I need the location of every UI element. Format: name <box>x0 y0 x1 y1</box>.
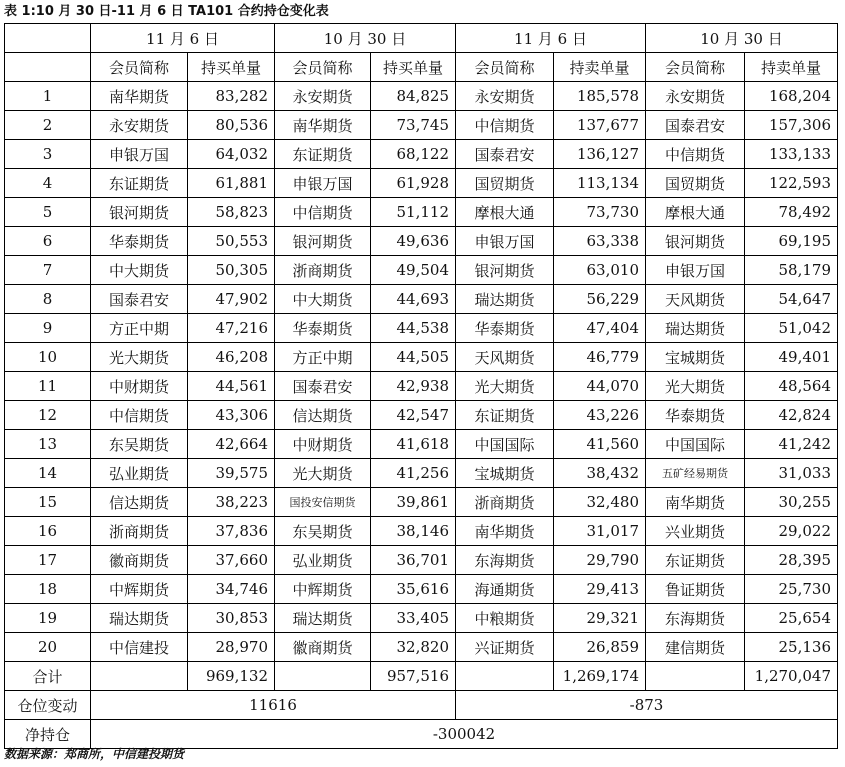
sell-oct-volume: 41,242 <box>745 430 838 459</box>
member-header: 会员简称 <box>91 53 188 82</box>
empty-cell <box>646 662 745 691</box>
buy-header: 持买单量 <box>188 53 275 82</box>
position-change-row <box>5 691 838 720</box>
table-row <box>5 111 838 140</box>
table-row <box>5 459 838 488</box>
buy-nov-volume: 37,660 <box>188 546 275 575</box>
sell-oct-volume: 54,647 <box>745 285 838 314</box>
buy-oct-member: 国投安信期货 <box>275 488 371 517</box>
buy-oct-member: 中大期货 <box>275 285 371 314</box>
position-change-label: 仓位变动 <box>5 691 91 720</box>
buy-nov-member: 申银万国 <box>91 140 188 169</box>
sell-nov-volume: 63,010 <box>554 256 646 285</box>
rank-cell: 13 <box>5 430 91 459</box>
sell-oct-volume: 25,136 <box>745 633 838 662</box>
rank-cell: 20 <box>5 633 91 662</box>
sell-nov-volume: 32,480 <box>554 488 646 517</box>
buy-oct-member: 信达期货 <box>275 401 371 430</box>
buy-nov-member: 光大期货 <box>91 343 188 372</box>
rank-cell: 10 <box>5 343 91 372</box>
buy-nov-member: 浙商期货 <box>91 517 188 546</box>
sell-nov-member: 天风期货 <box>456 343 554 372</box>
table-row <box>5 517 838 546</box>
sell-nov-member: 光大期货 <box>456 372 554 401</box>
buy-oct-member: 瑞达期货 <box>275 604 371 633</box>
member-header: 会员简称 <box>275 53 371 82</box>
ranking-rows <box>5 82 838 662</box>
buy-nov-volume: 28,970 <box>188 633 275 662</box>
total-buy-nov: 969,132 <box>188 662 275 691</box>
sell-nov-volume: 137,677 <box>554 111 646 140</box>
sell-nov-member: 宝城期货 <box>456 459 554 488</box>
sell-oct-member: 南华期货 <box>646 488 745 517</box>
rank-cell: 18 <box>5 575 91 604</box>
buy-nov-volume: 30,853 <box>188 604 275 633</box>
sell-nov-volume: 26,859 <box>554 633 646 662</box>
buy-nov-volume: 43,306 <box>188 401 275 430</box>
rank-cell: 7 <box>5 256 91 285</box>
buy-oct-volume: 44,505 <box>371 343 456 372</box>
total-sell-oct: 1,270,047 <box>745 662 838 691</box>
sell-oct-volume: 30,255 <box>745 488 838 517</box>
buy-oct-volume: 39,861 <box>371 488 456 517</box>
empty-cell <box>456 662 554 691</box>
buy-oct-member: 南华期货 <box>275 111 371 140</box>
buy-nov-volume: 37,836 <box>188 517 275 546</box>
buy-oct-volume: 41,256 <box>371 459 456 488</box>
buy-nov-volume: 47,216 <box>188 314 275 343</box>
table-row <box>5 546 838 575</box>
buy-nov-member: 中辉期货 <box>91 575 188 604</box>
rank-cell: 17 <box>5 546 91 575</box>
sell-oct-volume: 58,179 <box>745 256 838 285</box>
table-row <box>5 604 838 633</box>
sell-nov-volume: 43,226 <box>554 401 646 430</box>
table-row <box>5 198 838 227</box>
table-row <box>5 140 838 169</box>
buy-nov-volume: 50,305 <box>188 256 275 285</box>
sell-nov-volume: 185,578 <box>554 82 646 111</box>
buy-oct-volume: 35,616 <box>371 575 456 604</box>
data-source-note: 数据来源：郑商所，中信建投期货 <box>4 747 185 761</box>
sell-nov-member: 国贸期货 <box>456 169 554 198</box>
buy-nov-volume: 34,746 <box>188 575 275 604</box>
buy-nov-member: 东证期货 <box>91 169 188 198</box>
sell-oct-volume: 29,022 <box>745 517 838 546</box>
sell-oct-member: 中国国际 <box>646 430 745 459</box>
buy-nov-member: 中财期货 <box>91 372 188 401</box>
rank-cell: 9 <box>5 314 91 343</box>
sell-oct-member: 天风期货 <box>646 285 745 314</box>
sell-oct-member: 东证期货 <box>646 546 745 575</box>
buy-position-change: 11616 <box>91 691 456 720</box>
table-row <box>5 633 838 662</box>
rank-cell: 14 <box>5 459 91 488</box>
table-row <box>5 256 838 285</box>
date-header-buy-nov: 11 月 6 日 <box>91 24 275 53</box>
sell-oct-volume: 168,204 <box>745 82 838 111</box>
sell-nov-member: 中国国际 <box>456 430 554 459</box>
corner-cell <box>5 24 91 53</box>
sell-oct-volume: 133,133 <box>745 140 838 169</box>
total-sell-nov: 1,269,174 <box>554 662 646 691</box>
net-position-value: -300042 <box>91 720 838 749</box>
buy-oct-member: 中信期货 <box>275 198 371 227</box>
buy-nov-member: 中大期货 <box>91 256 188 285</box>
sell-oct-member: 华泰期货 <box>646 401 745 430</box>
member-header: 会员简称 <box>646 53 745 82</box>
sell-nov-volume: 29,413 <box>554 575 646 604</box>
date-header-sell-oct: 10 月 30 日 <box>646 24 838 53</box>
sell-nov-member: 申银万国 <box>456 227 554 256</box>
buy-oct-member: 方正中期 <box>275 343 371 372</box>
table-row <box>5 169 838 198</box>
sell-oct-member: 国泰君安 <box>646 111 745 140</box>
buy-nov-volume: 44,561 <box>188 372 275 401</box>
rank-cell: 19 <box>5 604 91 633</box>
buy-oct-member: 浙商期货 <box>275 256 371 285</box>
buy-nov-volume: 38,223 <box>188 488 275 517</box>
buy-nov-member: 中信期货 <box>91 401 188 430</box>
sell-nov-member: 华泰期货 <box>456 314 554 343</box>
buy-oct-volume: 41,618 <box>371 430 456 459</box>
table-row <box>5 575 838 604</box>
buy-oct-volume: 49,504 <box>371 256 456 285</box>
rank-cell: 16 <box>5 517 91 546</box>
buy-oct-volume: 84,825 <box>371 82 456 111</box>
buy-nov-volume: 83,282 <box>188 82 275 111</box>
total-buy-oct: 957,516 <box>371 662 456 691</box>
buy-oct-volume: 33,405 <box>371 604 456 633</box>
sell-oct-member: 永安期货 <box>646 82 745 111</box>
buy-nov-member: 信达期货 <box>91 488 188 517</box>
buy-oct-member: 中辉期货 <box>275 575 371 604</box>
date-header-sell-nov: 11 月 6 日 <box>456 24 646 53</box>
buy-nov-member: 华泰期货 <box>91 227 188 256</box>
sell-nov-member: 南华期货 <box>456 517 554 546</box>
buy-nov-volume: 46,208 <box>188 343 275 372</box>
buy-nov-volume: 39,575 <box>188 459 275 488</box>
sell-nov-member: 永安期货 <box>456 82 554 111</box>
sell-oct-member: 五矿经易期货 <box>646 459 745 488</box>
sell-oct-volume: 157,306 <box>745 111 838 140</box>
buy-nov-member: 东吴期货 <box>91 430 188 459</box>
buy-oct-member: 申银万国 <box>275 169 371 198</box>
sell-nov-volume: 38,432 <box>554 459 646 488</box>
sell-oct-volume: 51,042 <box>745 314 838 343</box>
table-row <box>5 285 838 314</box>
buy-oct-volume: 61,928 <box>371 169 456 198</box>
sell-oct-member: 光大期货 <box>646 372 745 401</box>
date-header-row <box>5 24 838 53</box>
totals-row <box>5 662 838 691</box>
sell-oct-member: 摩根大通 <box>646 198 745 227</box>
buy-oct-volume: 42,547 <box>371 401 456 430</box>
buy-oct-volume: 38,146 <box>371 517 456 546</box>
buy-oct-volume: 32,820 <box>371 633 456 662</box>
sell-nov-member: 兴证期货 <box>456 633 554 662</box>
buy-nov-volume: 80,536 <box>188 111 275 140</box>
buy-oct-member: 弘业期货 <box>275 546 371 575</box>
empty-cell <box>275 662 371 691</box>
sell-nov-volume: 31,017 <box>554 517 646 546</box>
sell-nov-volume: 136,127 <box>554 140 646 169</box>
sell-header: 持卖单量 <box>745 53 838 82</box>
table-row <box>5 401 838 430</box>
member-header: 会员简称 <box>456 53 554 82</box>
sell-nov-member: 瑞达期货 <box>456 285 554 314</box>
sell-oct-member: 东海期货 <box>646 604 745 633</box>
sell-oct-volume: 42,824 <box>745 401 838 430</box>
buy-oct-member: 国泰君安 <box>275 372 371 401</box>
table-row <box>5 314 838 343</box>
sell-position-change: -873 <box>456 691 838 720</box>
sell-nov-member: 中粮期货 <box>456 604 554 633</box>
net-position-label: 净持仓 <box>5 720 91 749</box>
table-row <box>5 488 838 517</box>
sell-oct-member: 瑞达期货 <box>646 314 745 343</box>
buy-oct-volume: 73,745 <box>371 111 456 140</box>
sell-oct-member: 中信期货 <box>646 140 745 169</box>
rank-cell: 6 <box>5 227 91 256</box>
buy-nov-member: 徽商期货 <box>91 546 188 575</box>
sell-nov-volume: 56,229 <box>554 285 646 314</box>
table-row <box>5 430 838 459</box>
sell-oct-member: 国贸期货 <box>646 169 745 198</box>
sell-nov-member: 浙商期货 <box>456 488 554 517</box>
sell-oct-member: 兴业期货 <box>646 517 745 546</box>
buy-oct-member: 东吴期货 <box>275 517 371 546</box>
sell-oct-volume: 25,730 <box>745 575 838 604</box>
buy-nov-member: 中信建投 <box>91 633 188 662</box>
sell-nov-member: 银河期货 <box>456 256 554 285</box>
table-caption: 表 1:10 月 30 日-11 月 6 日 TA101 合约持仓变化表 <box>4 4 329 19</box>
sell-nov-member: 东海期货 <box>456 546 554 575</box>
buy-nov-volume: 42,664 <box>188 430 275 459</box>
date-header-buy-oct: 10 月 30 日 <box>275 24 456 53</box>
rank-cell: 4 <box>5 169 91 198</box>
buy-nov-volume: 61,881 <box>188 169 275 198</box>
buy-nov-volume: 64,032 <box>188 140 275 169</box>
sell-oct-member: 申银万国 <box>646 256 745 285</box>
sell-oct-volume: 49,401 <box>745 343 838 372</box>
position-table <box>4 23 838 749</box>
table-row <box>5 82 838 111</box>
buy-nov-member: 国泰君安 <box>91 285 188 314</box>
buy-oct-member: 光大期货 <box>275 459 371 488</box>
buy-oct-member: 中财期货 <box>275 430 371 459</box>
sell-nov-volume: 41,560 <box>554 430 646 459</box>
sell-oct-member: 宝城期货 <box>646 343 745 372</box>
rank-cell: 1 <box>5 82 91 111</box>
rank-cell: 11 <box>5 372 91 401</box>
sell-nov-volume: 63,338 <box>554 227 646 256</box>
sell-oct-member: 鲁证期货 <box>646 575 745 604</box>
buy-nov-volume: 47,902 <box>188 285 275 314</box>
sell-oct-member: 建信期货 <box>646 633 745 662</box>
sell-nov-volume: 29,790 <box>554 546 646 575</box>
sell-nov-volume: 47,404 <box>554 314 646 343</box>
sell-nov-volume: 44,070 <box>554 372 646 401</box>
buy-nov-member: 永安期货 <box>91 111 188 140</box>
buy-oct-member: 银河期货 <box>275 227 371 256</box>
buy-nov-member: 瑞达期货 <box>91 604 188 633</box>
buy-oct-volume: 36,701 <box>371 546 456 575</box>
buy-header: 持买单量 <box>371 53 456 82</box>
sell-nov-member: 摩根大通 <box>456 198 554 227</box>
sell-nov-member: 东证期货 <box>456 401 554 430</box>
buy-oct-volume: 44,693 <box>371 285 456 314</box>
buy-nov-volume: 50,553 <box>188 227 275 256</box>
table-row <box>5 372 838 401</box>
buy-nov-member: 方正中期 <box>91 314 188 343</box>
sell-oct-volume: 78,492 <box>745 198 838 227</box>
column-header-row <box>5 53 838 82</box>
buy-nov-member: 银河期货 <box>91 198 188 227</box>
rank-cell: 3 <box>5 140 91 169</box>
buy-oct-member: 永安期货 <box>275 82 371 111</box>
buy-nov-member: 南华期货 <box>91 82 188 111</box>
buy-oct-volume: 44,538 <box>371 314 456 343</box>
sell-oct-volume: 25,654 <box>745 604 838 633</box>
rank-cell: 12 <box>5 401 91 430</box>
totals-label: 合计 <box>5 662 91 691</box>
buy-nov-volume: 58,823 <box>188 198 275 227</box>
buy-oct-volume: 51,112 <box>371 198 456 227</box>
corner-cell <box>5 53 91 82</box>
rank-cell: 2 <box>5 111 91 140</box>
sell-oct-volume: 31,033 <box>745 459 838 488</box>
empty-cell <box>91 662 188 691</box>
sell-nov-member: 海通期货 <box>456 575 554 604</box>
sell-oct-volume: 48,564 <box>745 372 838 401</box>
sell-nov-volume: 73,730 <box>554 198 646 227</box>
sell-nov-member: 中信期货 <box>456 111 554 140</box>
rank-cell: 8 <box>5 285 91 314</box>
buy-oct-volume: 42,938 <box>371 372 456 401</box>
sell-oct-volume: 28,395 <box>745 546 838 575</box>
sell-nov-volume: 29,321 <box>554 604 646 633</box>
buy-oct-member: 东证期货 <box>275 140 371 169</box>
table-row <box>5 227 838 256</box>
sell-nov-volume: 113,134 <box>554 169 646 198</box>
table-row <box>5 343 838 372</box>
sell-oct-volume: 69,195 <box>745 227 838 256</box>
buy-oct-volume: 68,122 <box>371 140 456 169</box>
rank-cell: 15 <box>5 488 91 517</box>
sell-nov-member: 国泰君安 <box>456 140 554 169</box>
buy-oct-volume: 49,636 <box>371 227 456 256</box>
buy-oct-member: 徽商期货 <box>275 633 371 662</box>
sell-header: 持卖单量 <box>554 53 646 82</box>
buy-nov-member: 弘业期货 <box>91 459 188 488</box>
sell-nov-volume: 46,779 <box>554 343 646 372</box>
sell-oct-member: 银河期货 <box>646 227 745 256</box>
buy-oct-member: 华泰期货 <box>275 314 371 343</box>
rank-cell: 5 <box>5 198 91 227</box>
sell-oct-volume: 122,593 <box>745 169 838 198</box>
